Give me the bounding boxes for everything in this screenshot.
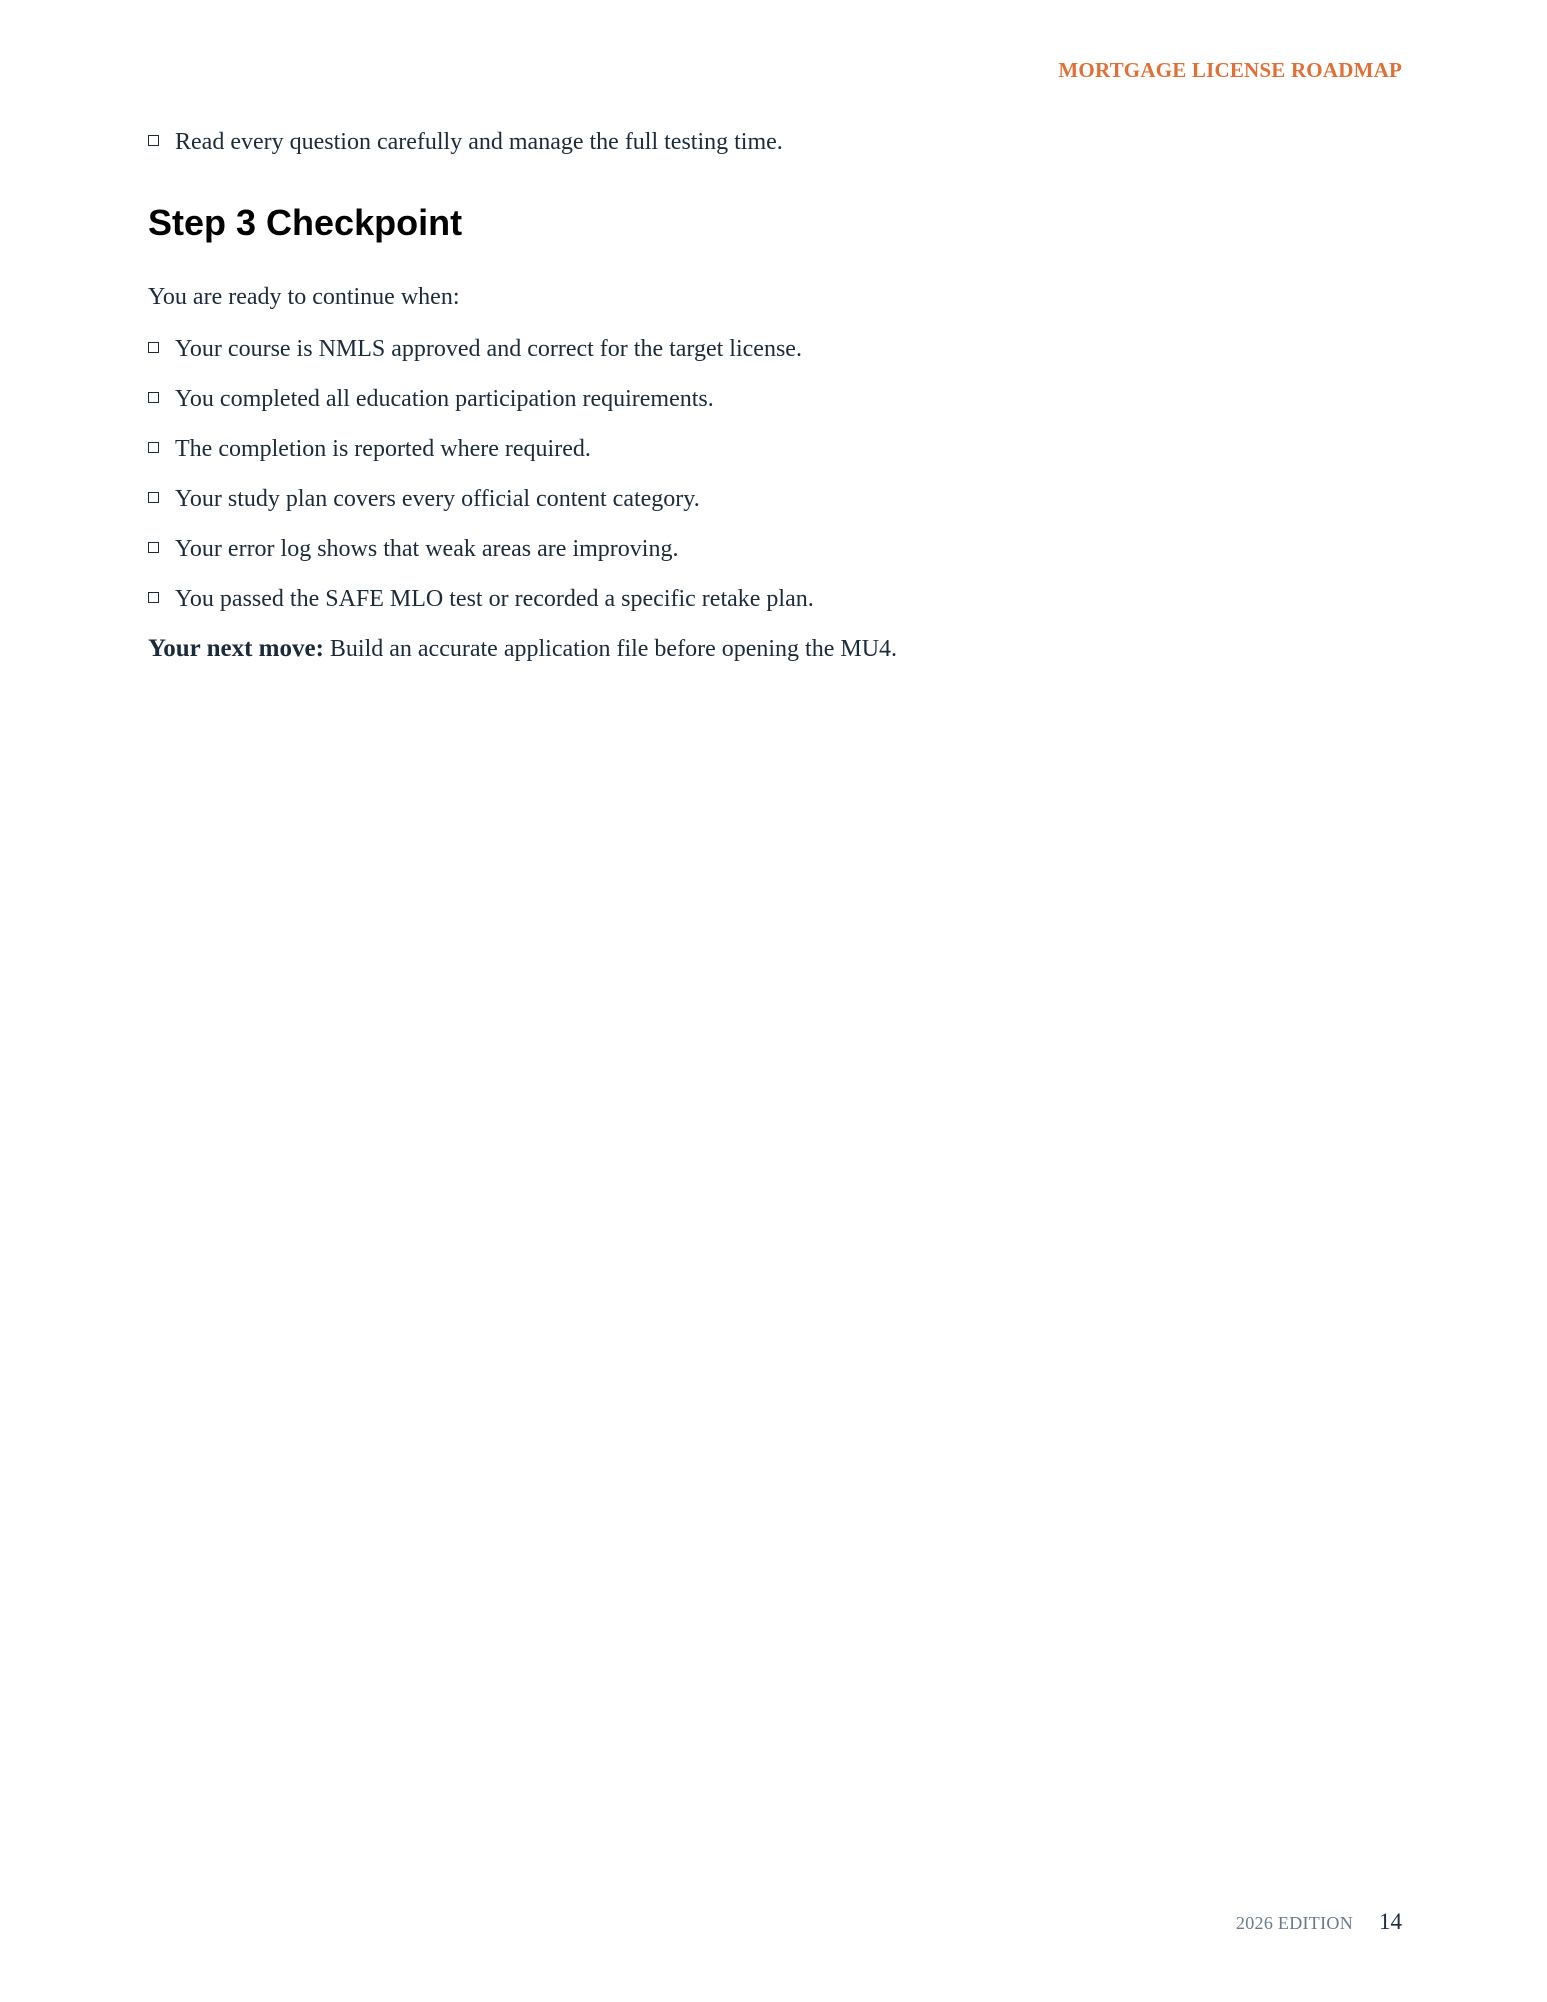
section-title: Step 3 Checkpoint bbox=[148, 202, 463, 243]
checklist-item bbox=[148, 483, 1398, 515]
checkbox-icon bbox=[148, 342, 159, 353]
next-move-label: Your next move: bbox=[148, 635, 324, 662]
page-footer bbox=[1236, 1909, 1402, 1935]
page-content bbox=[148, 126, 1398, 665]
checkbox-icon bbox=[148, 492, 159, 503]
checklist-item-text: You completed all education participation requirements. bbox=[175, 386, 714, 412]
checklist-item bbox=[148, 533, 1398, 565]
checkbox-icon bbox=[148, 392, 159, 403]
checkbox-icon bbox=[148, 135, 159, 146]
next-move-paragraph bbox=[148, 633, 1398, 665]
checklist-item-text: Read every question carefully and manage the full testing time. bbox=[175, 129, 783, 155]
checklist-item bbox=[148, 333, 1398, 365]
checklist-item bbox=[148, 383, 1398, 415]
checklist-item-text: The completion is reported where required. bbox=[175, 436, 591, 462]
checklist-item bbox=[148, 433, 1398, 465]
next-move-text: Build an accurate application file before opening the MU4. bbox=[323, 636, 898, 662]
checkpoint-intro: You are ready to continue when: bbox=[148, 284, 460, 310]
checklist-item bbox=[148, 126, 1398, 158]
checkbox-icon bbox=[148, 542, 159, 553]
checklist-item-text: Your error log shows that weak areas are improving. bbox=[175, 536, 679, 562]
checklist-item-text: Your study plan covers every official content category. bbox=[175, 486, 700, 512]
edition-label: 2026 EDITION bbox=[1235, 1913, 1353, 1933]
checklist-item-text: Your course is NMLS approved and correct for the target license. bbox=[175, 336, 802, 362]
running-header: MORTGAGE LICENSE ROADMAP bbox=[1058, 58, 1402, 82]
checkbox-icon bbox=[148, 592, 159, 603]
checklist-item-text: You passed the SAFE MLO test or recorded a specific retake plan. bbox=[175, 586, 814, 612]
checklist-item bbox=[148, 583, 1398, 615]
checkbox-icon bbox=[148, 442, 159, 453]
page-number: 14 bbox=[1379, 1909, 1402, 1934]
